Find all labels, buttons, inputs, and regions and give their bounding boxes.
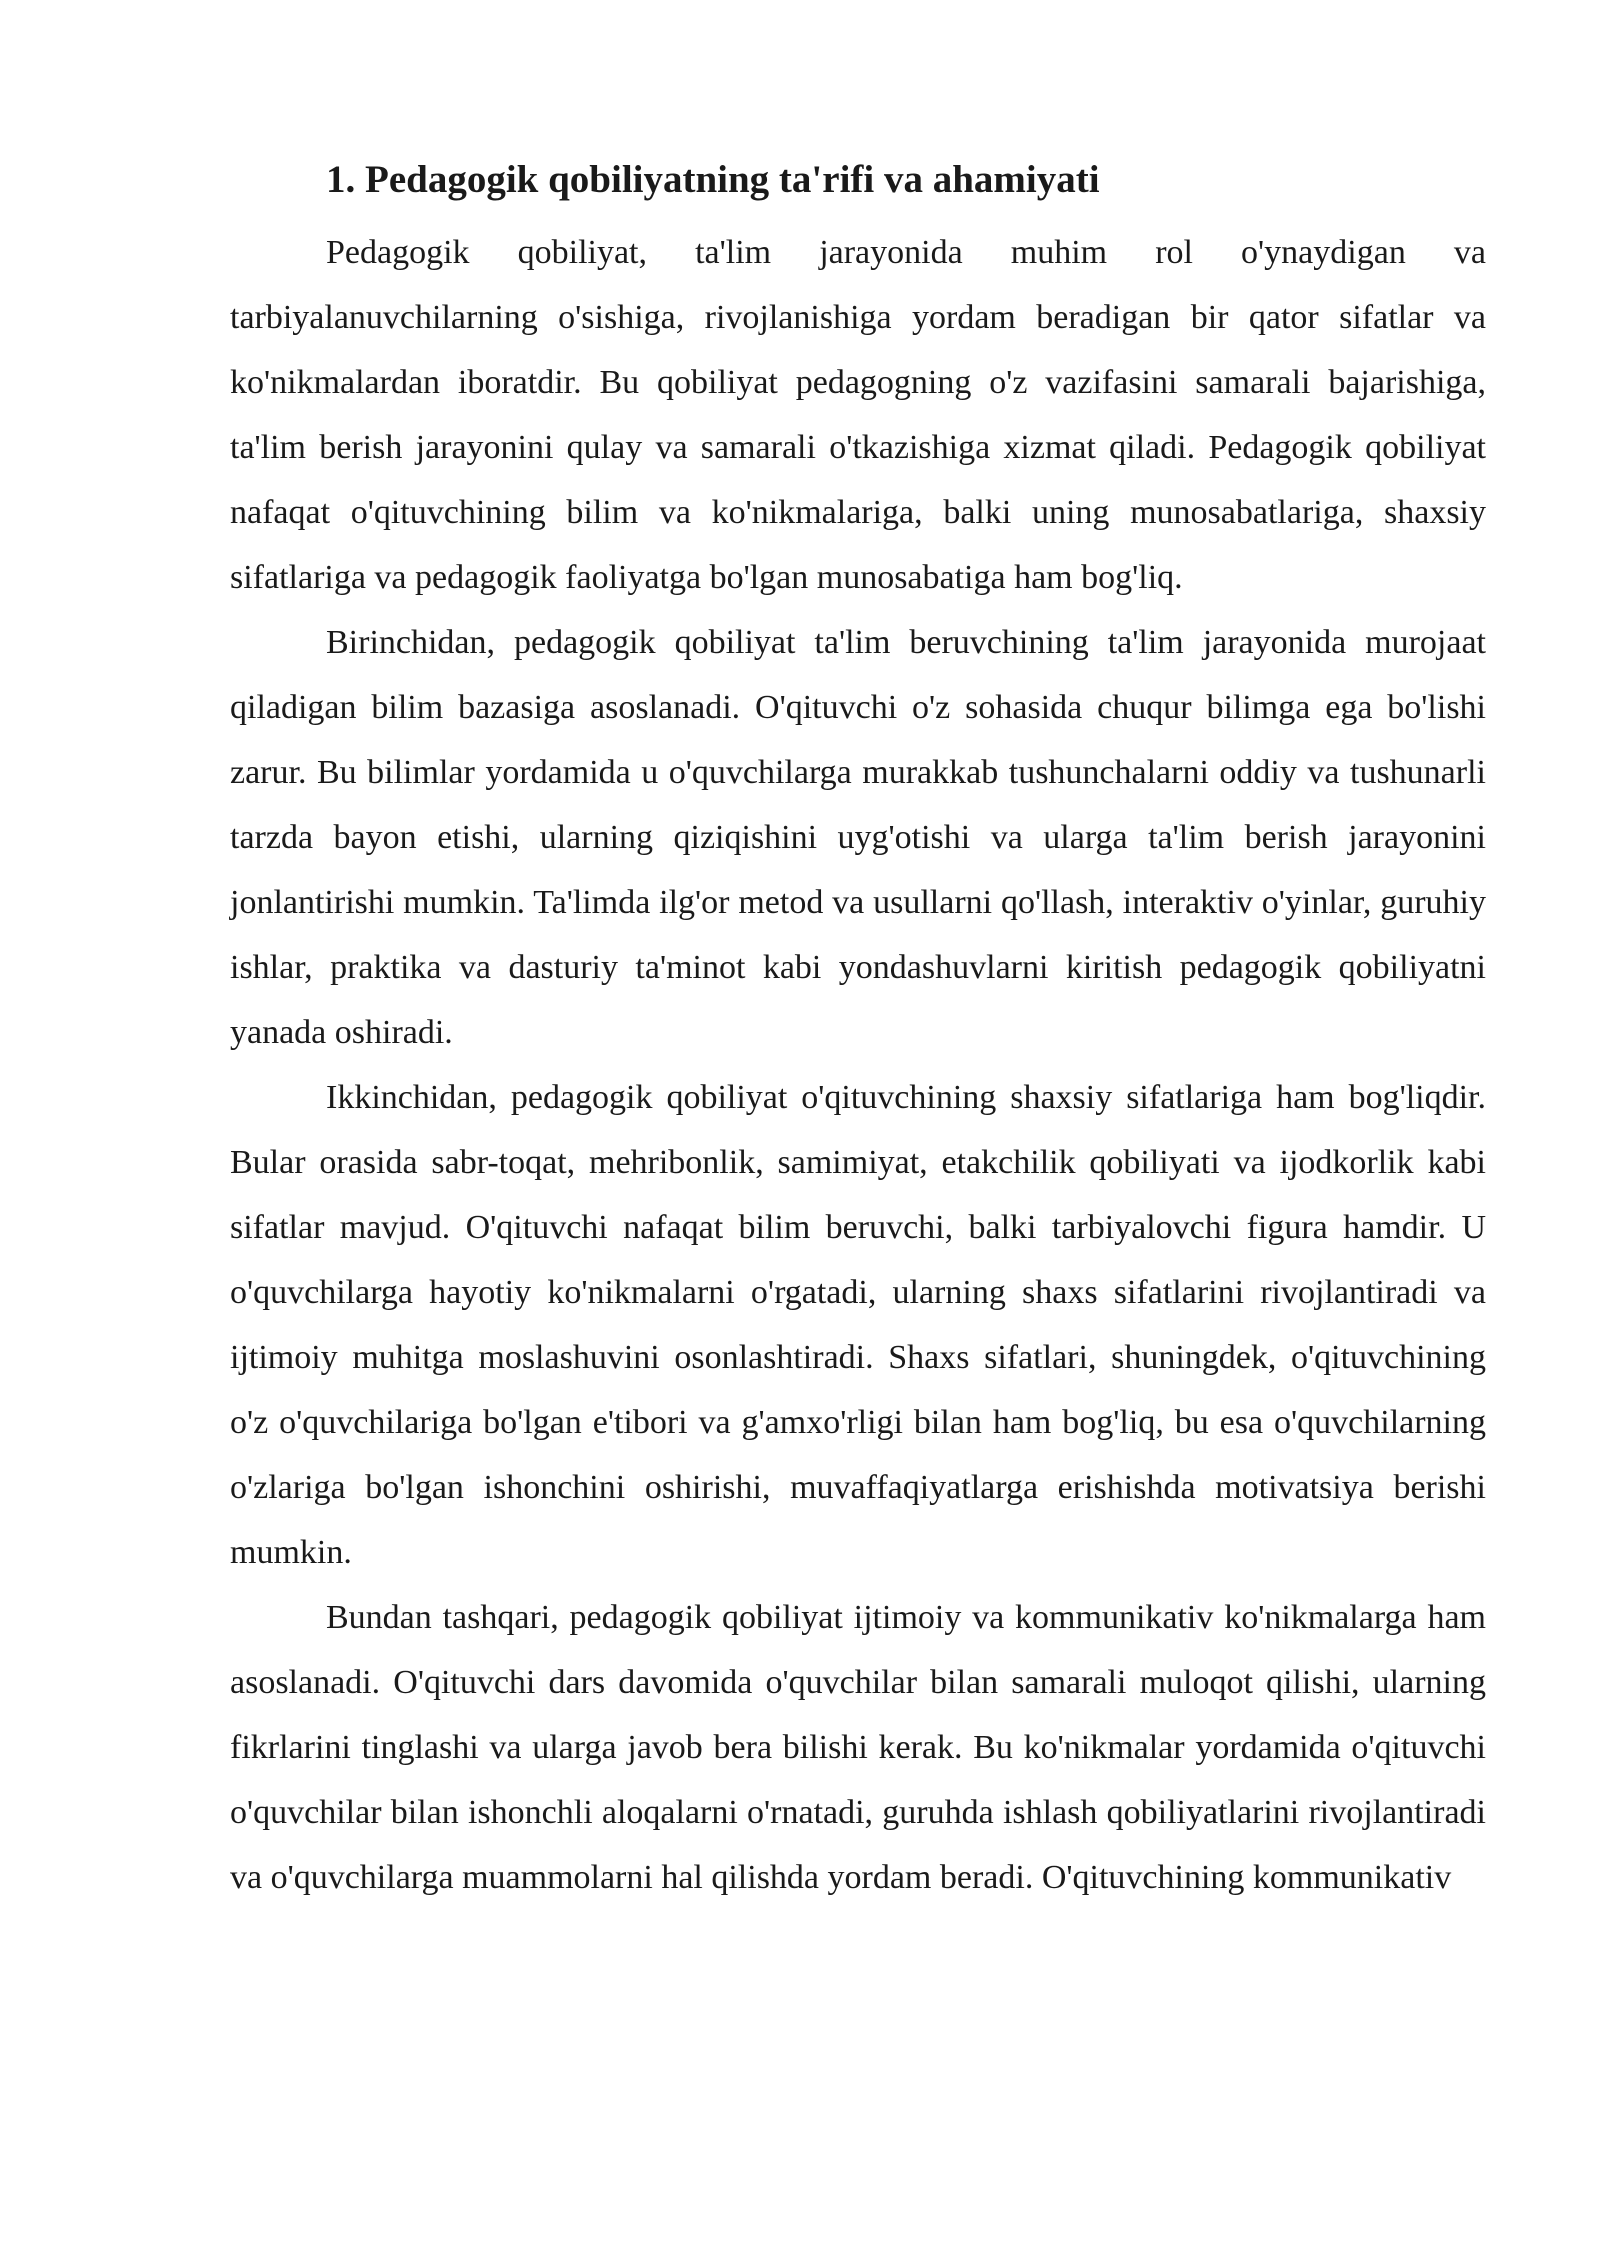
paragraph-2: Birinchidan, pedagogik qobiliyat ta'lim beruvchining ta'lim jarayonida murojaat qiladigan bilim bazasiga asoslanadi. O'qituvchi o'z sohasida chuqur bilimga ega bo'lishi zarur. Bu bilimlar yordamida u o'quvchilarga murakkab tushunchalarni oddiy va tushunarli tarzda bayon etishi, ularning qiziqishini uyg'otishi va ularga ta'lim berish jarayonini jonlantirishi mumkin. Ta'limda ilg'or metod va usullarni qo'llash, interaktiv o'yinlar, guruhiy ishlar, praktika va dasturiy ta'minot kabi yondashuvlarni kiritish pedagogik qobiliyatni yanada oshiradi. <box>230 624 1486 1051</box>
paragraph-4: Bundan tashqari, pedagogik qobiliyat ijtimoiy va kommunikativ ko'nikmalarga ham asoslanadi. O'qituvchi dars davomida o'quvchilar bilan samarali muloqot qilishi, ularning fikrlarini tinglashi va ularga javob bera bilishi kerak. Bu ko'nikmalar yordamida o'qituvchi o'quvchilar bilan ishonchli aloqalarni o'rnatadi, guruhda ishlash qobiliyatlarini rivojlantiradi va o'quvchilarga muammolarni hal qilishda yordam beradi. O'qituvchining kommunikativ <box>230 1599 1486 1896</box>
paragraph-1: Pedagogik qobiliyat, ta'lim jarayonida muhim rol o'ynaydigan va tarbiyalanuvchilarning o'sishiga, rivojlanishiga yordam beradigan bir qator sifatlar va ko'nikmalardan iboratdir. Bu qobiliyat pedagogning o'z vazifasini samarali bajarishiga, ta'lim berish jarayonini qulay va samarali o'tkazishiga xizmat qiladi. Pedagogik qobiliyat nafaqat o'qituvchining bilim va ko'nikmalariga, balki uning munosabatlariga, shaxsiy sifatlariga va pedagogik faoliyatga bo'lgan munosabatiga ham bog'liq. <box>230 234 1486 596</box>
document-body <box>230 148 1486 1910</box>
section-heading: 1. Pedagogik qobiliyatning ta'rifi va ahamiyati <box>326 158 1100 201</box>
paragraph-3: Ikkinchidan, pedagogik qobiliyat o'qituvchining shaxsiy sifatlariga ham bog'liqdir. Bular orasida sabr-toqat, mehribonlik, samimiyat, etakchilik qobiliyati va ijodkorlik kabi sifatlar mavjud. O'qituvchi nafaqat bilim beruvchi, balki tarbiyalovchi figura hamdir. U o'quvchilarga hayotiy ko'nikmalarni o'rgatadi, ularning shaxs sifatlarini rivojlantiradi va ijtimoiy muhitga moslashuvini osonlashtiradi. Shaxs sifatlari, shuningdek, o'qituvchining o'z o'quvchilariga bo'lgan e'tibori va g'amxo'rligi bilan ham bog'liq, bu esa o'quvchilarning o'zlariga bo'lgan ishonchini oshirishi, muvaffaqiyatlarga erishishda motivatsiya berishi mumkin. <box>230 1079 1486 1571</box>
